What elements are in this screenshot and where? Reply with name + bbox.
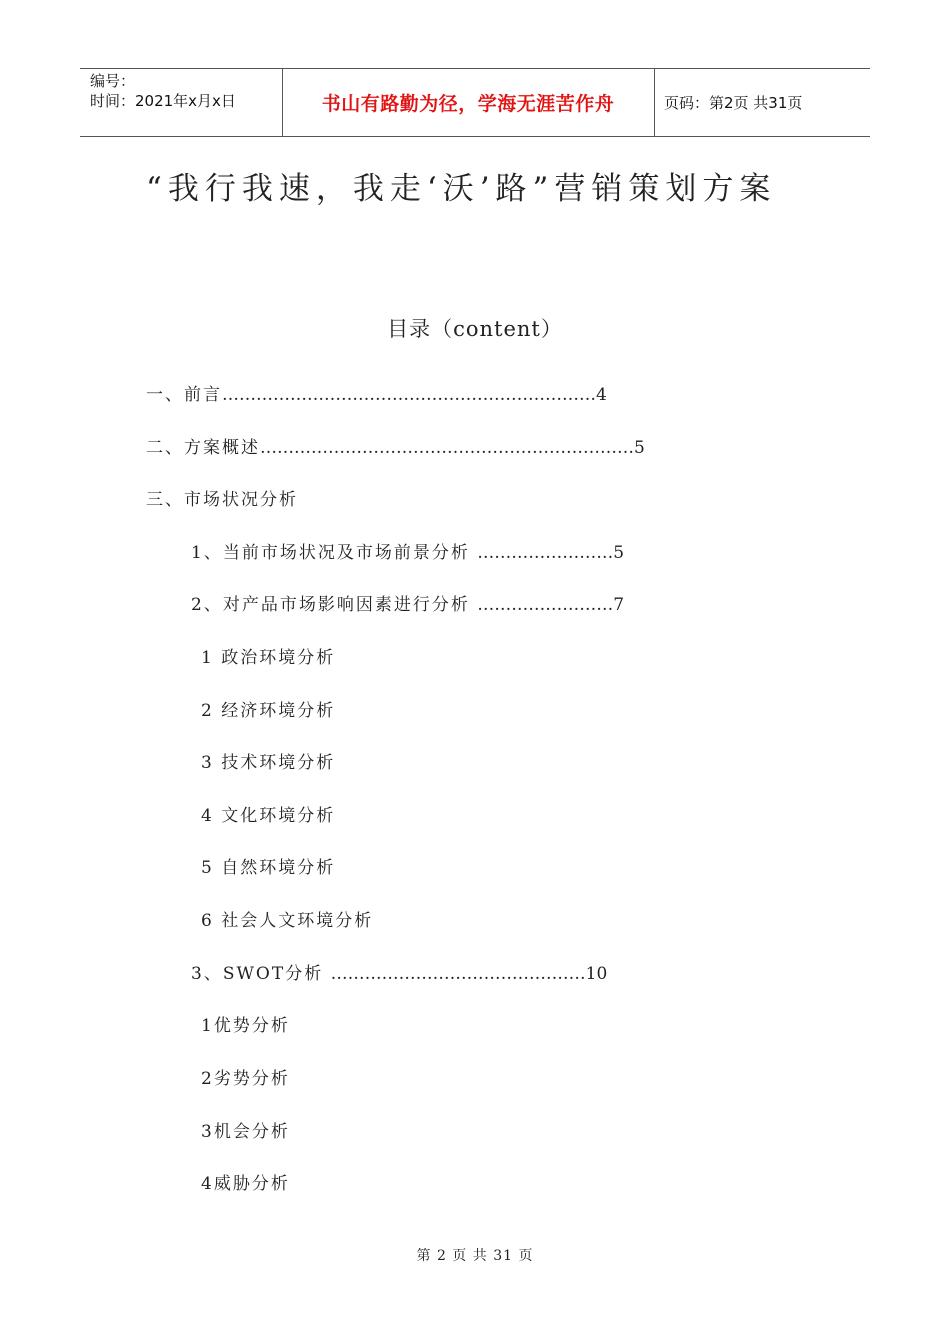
header-meta	[90, 71, 285, 111]
toc-item	[201, 1067, 290, 1091]
toc-item	[201, 1172, 290, 1196]
toc-item-label: 2 经济环境分析	[201, 701, 336, 721]
toc-item-label: 3 技术环境分析	[201, 753, 336, 773]
toc-item-label: 一、前言	[146, 385, 222, 405]
toc-item	[201, 699, 335, 723]
toc-item-page: 10	[585, 964, 608, 984]
toc-item-label: 6 社会人文环境分析	[201, 911, 374, 931]
toc-item-label: 2劣势分析	[201, 1069, 290, 1089]
toc-item-leader: ……………………	[477, 543, 614, 563]
toc-item-page: 5	[634, 438, 645, 458]
toc-item	[146, 436, 645, 460]
toc-item	[201, 1014, 290, 1038]
toc-item-label: 4威胁分析	[201, 1174, 290, 1194]
toc-item	[191, 962, 607, 986]
time-label: 时间：2021年x月x日	[90, 92, 236, 110]
page-footer: 第 2 页 共 31 页	[416, 1248, 534, 1264]
toc-item-leader: …………………………………………………………	[222, 385, 596, 405]
toc-item-label: 1、当前市场状况及市场前景分析	[191, 543, 478, 563]
toc-heading: 目录（content）	[387, 317, 563, 341]
toc-item-label: 2、对产品市场影响因素进行分析	[191, 595, 478, 615]
toc-item	[201, 1120, 290, 1144]
toc-item-leader: …………………………………………………………	[260, 438, 634, 458]
toc-item	[201, 804, 335, 828]
header-page-info: 页码：第2页 共31页	[664, 94, 803, 112]
toc-item	[201, 751, 335, 775]
toc-item-label: 三、市场状况分析	[146, 490, 298, 510]
toc-item-label: 1优势分析	[201, 1016, 290, 1036]
header-motto: 书山有路勤为径，学海无涯苦作舟	[321, 93, 615, 115]
toc-item	[191, 593, 624, 617]
toc-item-page: 7	[613, 595, 625, 615]
toc-item-leader: ………………………………………	[330, 964, 586, 984]
toc-item-label: 3机会分析	[201, 1122, 290, 1142]
toc-item-label: 4 文化环境分析	[201, 806, 336, 826]
toc-item	[201, 646, 335, 670]
document-header	[80, 68, 870, 137]
header-divider	[654, 69, 655, 136]
number-label: 编号：	[90, 72, 136, 90]
toc-item-label: 二、方案概述	[146, 438, 260, 458]
toc-item-leader: ……………………	[477, 595, 614, 615]
toc-item-page: 5	[613, 543, 625, 563]
toc-item	[201, 909, 373, 933]
toc-item	[191, 541, 624, 565]
toc-item	[146, 488, 298, 512]
toc-item-label: 1 政治环境分析	[201, 648, 336, 668]
toc-item-label: 5 自然环境分析	[201, 858, 336, 878]
document-title: “我行我速，我走‘沃’路”营销策划方案	[146, 171, 777, 207]
toc-item-label: 3、SWOT分析	[191, 964, 331, 984]
toc-item-page: 4	[596, 385, 607, 405]
toc-item	[201, 856, 335, 880]
toc-item	[146, 383, 607, 407]
